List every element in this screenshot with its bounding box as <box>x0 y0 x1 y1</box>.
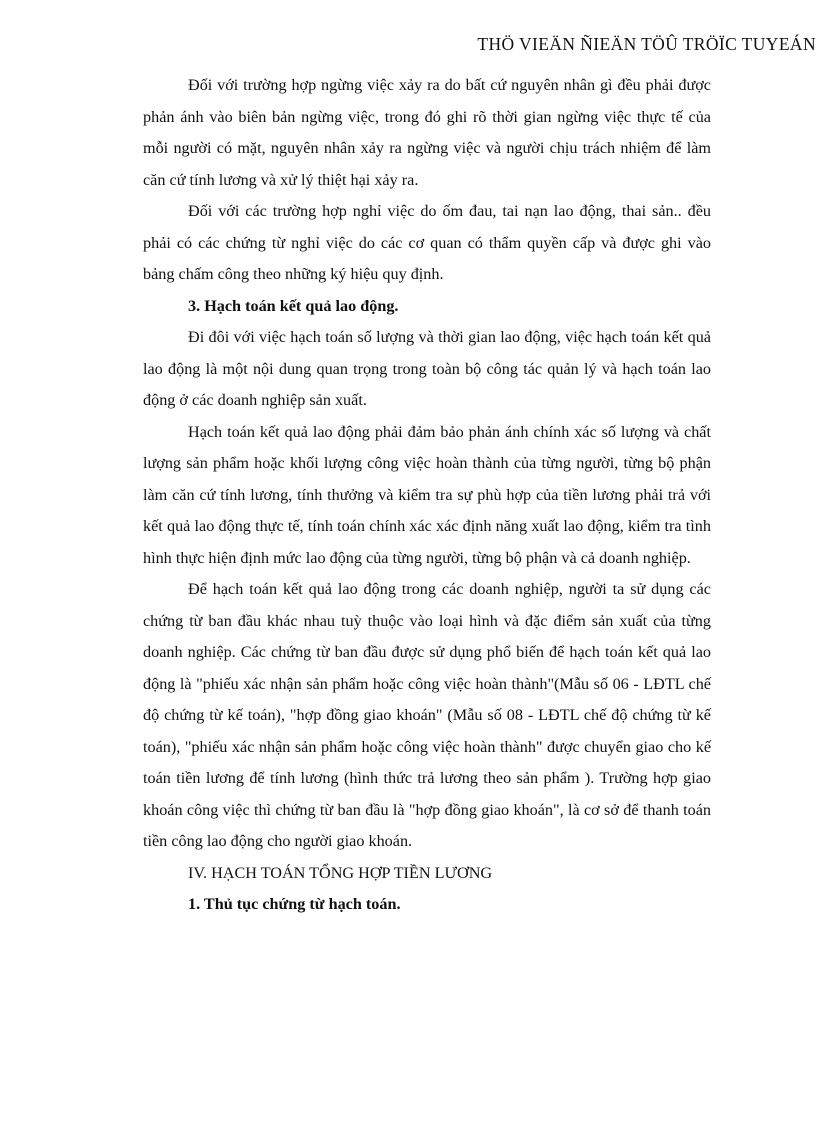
heading-document-procedures: 1. Thủ tục chứng từ hạch toán. <box>188 895 401 913</box>
section-title-payroll: IV. HẠCH TOÁN TỔNG HỢP TIỀN LƯƠNG <box>188 863 493 882</box>
paragraph-labor-results-intro: Đi đôi với việc hạch toán số lượng và thời gian lao động, việc hạch toán kết quả lao động là một nội dung quan trọng trong toàn bộ công tác quản lý và hạch toán lao động ở các doanh nghiệp sản xuất. <box>143 328 711 409</box>
document-body <box>143 70 711 921</box>
page-header: THÖ VIEÄN ÑIEÄN TÖÛ TRÖÏC TUYEÁN <box>477 34 816 54</box>
paragraph-sick-leave: Đối với các trường hợp nghỉ việc do ốm đau, tai nạn lao động, thai sản.. đều phải có các chứng từ nghỉ việc do các cơ quan có thẩm quyền cấp và được ghi vào bảng chấm công theo những ký hiệu quy định. <box>143 202 711 283</box>
heading-labor-results: 3. Hạch toán kết quả lao động. <box>188 296 399 315</box>
paragraph-source-documents: Để hạch toán kết quả lao động trong các doanh nghiệp, người ta sử dụng các chứng từ ban đầu khác nhau tuỳ thuộc vào loại hình và đặc điểm sản xuất của từng doanh nghiệp. Các chứng từ ban đầu được sử dụng phổ biến để hạch toán kết quả lao động là "phiếu xác nhận sản phẩm hoặc công việc hoàn thành"(Mẫu số 06 - LĐTL chế độ chứng từ kế toán), "hợp đồng giao khoán" (Mẫu số 08 - LĐTL chế độ chứng từ kế toán), "phiếu xác nhận sản phẩm hoặc công việc hoàn thành" được chuyển giao cho kế toán tiền lương để tính lương (hình thức trả lương theo sản phẩm ). Trường hợp giao khoán công việc thì chứng từ ban đầu là "hợp đồng giao khoán", là cơ sở để thanh toán tiền công lao động cho người giao khoán. <box>143 580 711 850</box>
paragraph-labor-results-requirements: Hạch toán kết quả lao động phải đảm bảo phản ánh chính xác số lượng và chất lượng sản phẩm hoặc khối lượng công việc hoàn thành của từng người, từng bộ phận làm căn cứ tính lương, tính thưởng và kiểm tra sự phù hợp của tiền lương phải trả với kết quả lao động thực tế, tính toán chính xác xác định năng xuất lao động, kiểm tra tình hình thực hiện định mức lao động của từng người, từng bộ phận và cả doanh nghiệp. <box>143 422 711 567</box>
paragraph-work-stoppage: Đối với trường hợp ngừng việc xảy ra do bất cứ nguyên nhân gì đều phải được phản ánh vào biên bản ngừng việc, trong đó ghi rõ thời gian ngừng việc thực tế của mỗi người có mặt, nguyên nhân xảy ra ngừng việc và người chịu trách nhiệm để làm căn cứ tính lương và xử lý thiệt hại xảy ra. <box>143 76 711 189</box>
